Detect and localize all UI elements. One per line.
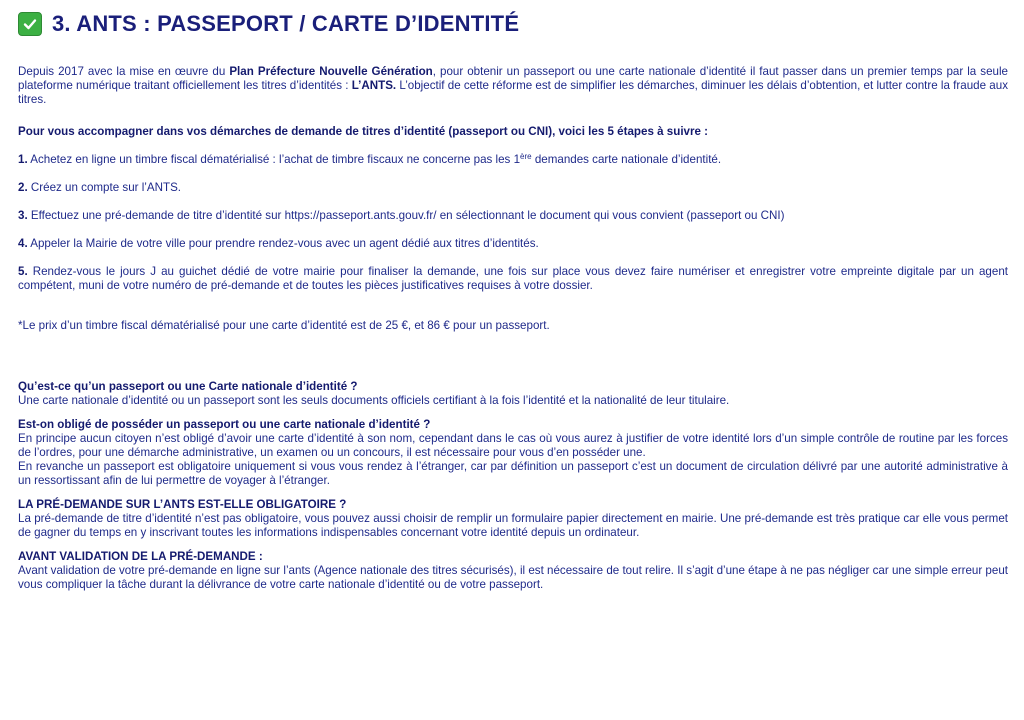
intro-paragraph	[18, 65, 1008, 107]
qa-answer: La pré-demande de titre d’identité n’est pas obligatoire, vous pouvez aussi choisir de remplir un formulaire papier directement en mairie. Une pré-demande est très pratique car elle vous permet de gagner du temps en y inscrivant toutes les informations indispensables concernant votre identité depuis un ordinateur.	[18, 512, 1008, 539]
qa-question: Est-on obligé de posséder un passeport ou une carte nationale d’identité ?	[18, 418, 431, 431]
step-number: 2.	[18, 181, 28, 194]
check-mark-icon	[18, 12, 42, 36]
intro-bold-2: L’ANTS.	[351, 79, 397, 92]
qa-block-3	[18, 498, 1008, 540]
steps-heading: Pour vous accompagner dans vos démarches de demande de titres d’identité (passeport ou CNI), voici les 5 étapes à suivre :	[18, 125, 709, 138]
qa-answer: Avant validation de votre pré-demande en ligne sur l’ants (Agence nationale des titres sécurisés), il est nécessaire de tout relire. Il s’agit d’une étape à ne pas négliger car une simple erreur peut vous compliquer la tâche durant la délivrance de votre carte nationale d’identité ou de votre passeport.	[18, 564, 1008, 591]
intro-bold-1: Plan Préfecture Nouvelle Génération	[229, 65, 433, 78]
step-3	[18, 209, 1008, 223]
qa-block-2	[18, 418, 1008, 488]
step-number: 1.	[18, 153, 28, 166]
step-superscript: ère	[520, 152, 532, 161]
step-4	[18, 237, 1008, 251]
step-text: Créez un compte sur l’ANTS.	[27, 181, 182, 194]
page-title: 3. ANTS : PASSEPORT / CARTE D’IDENTITÉ	[52, 11, 520, 36]
step-text: Achetez en ligne un timbre fiscal dématérialisé : l’achat de timbre fiscaux ne concerne pas les 1	[27, 153, 521, 166]
step-text: Effectuez une pré-demande de titre d’identité sur https://passeport.ants.gouv.fr/ en sélectionnant le document qui vous convient (passeport ou CNI)	[27, 209, 785, 222]
qa-block-4	[18, 550, 1008, 592]
step-text: Appeler la Mairie de votre ville pour prendre rendez-vous avec un agent dédié aux titres d’identités.	[27, 237, 539, 250]
step-number: 5.	[18, 265, 28, 278]
step-text-end: demandes carte nationale d’identité.	[531, 153, 722, 166]
qa-answer: En principe aucun citoyen n’est obligé d’avoir une carte d’identité à son nom, cependant dans le cas où vous aurez à justifier de votre identité lors d’un simple contrôle de routine par les forces de l’ordres, pour une démarche administrative, un examen ou un concours, il est nécessaire pour vous d’en posséder une.	[18, 432, 1008, 459]
qa-answer: Une carte nationale d’identité ou un passeport sont les seuls documents officiels certifiant à la fois l’identité et la nationalité de leur titulaire.	[18, 394, 730, 407]
intro-text-1: Depuis 2017 avec la mise en œuvre du	[18, 65, 230, 78]
qa-block-1	[18, 380, 1008, 408]
step-1	[18, 153, 1008, 167]
step-number: 4.	[18, 237, 28, 250]
qa-question: Qu’est-ce qu’un passeport ou une Carte nationale d’identité ?	[18, 380, 358, 393]
step-number: 3.	[18, 209, 28, 222]
qa-answer: En revanche un passeport est obligatoire uniquement si vous vous rendez à l’étranger, car par définition un passeport c’est un document de circulation délivré par une autorité administrative à un ressortissant afin de lui permettre de voyager à l’étranger.	[18, 460, 1008, 487]
qa-question: AVANT VALIDATION DE LA PRÉ-DEMANDE :	[18, 550, 263, 563]
qa-question: LA PRÉ-DEMANDE SUR L’ANTS EST-ELLE OBLIGATOIRE ?	[18, 498, 347, 511]
price-note: *Le prix d’un timbre fiscal dématérialisé pour une carte d’identité est de 25 €, et 86 € pour un passeport.	[18, 319, 550, 332]
title-row	[18, 0, 1008, 48]
intro-text-3: L’objectif de cette réforme est de simplifier les démarches, diminuer les délais d’obtention, et lutter contre la fraude aux titres.	[18, 79, 1008, 106]
step-2	[18, 181, 1008, 195]
intro-text-2: , pour obtenir un passeport ou une carte nationale d’identité il faut passer dans un premier temps par la seule plateforme numérique traitant officiellement les titres d’identités :	[18, 65, 1008, 92]
step-5	[18, 265, 1008, 293]
step-text: Rendez-vous le jours J au guichet dédié de votre mairie pour finaliser la demande, une fois sur place vous devez faire numériser et enregistrer votre empreinte digitale par un agent compétent, muni de votre numéro de pré-demande et de toutes les pièces justificatives requises à votre dossier.	[18, 265, 1008, 292]
